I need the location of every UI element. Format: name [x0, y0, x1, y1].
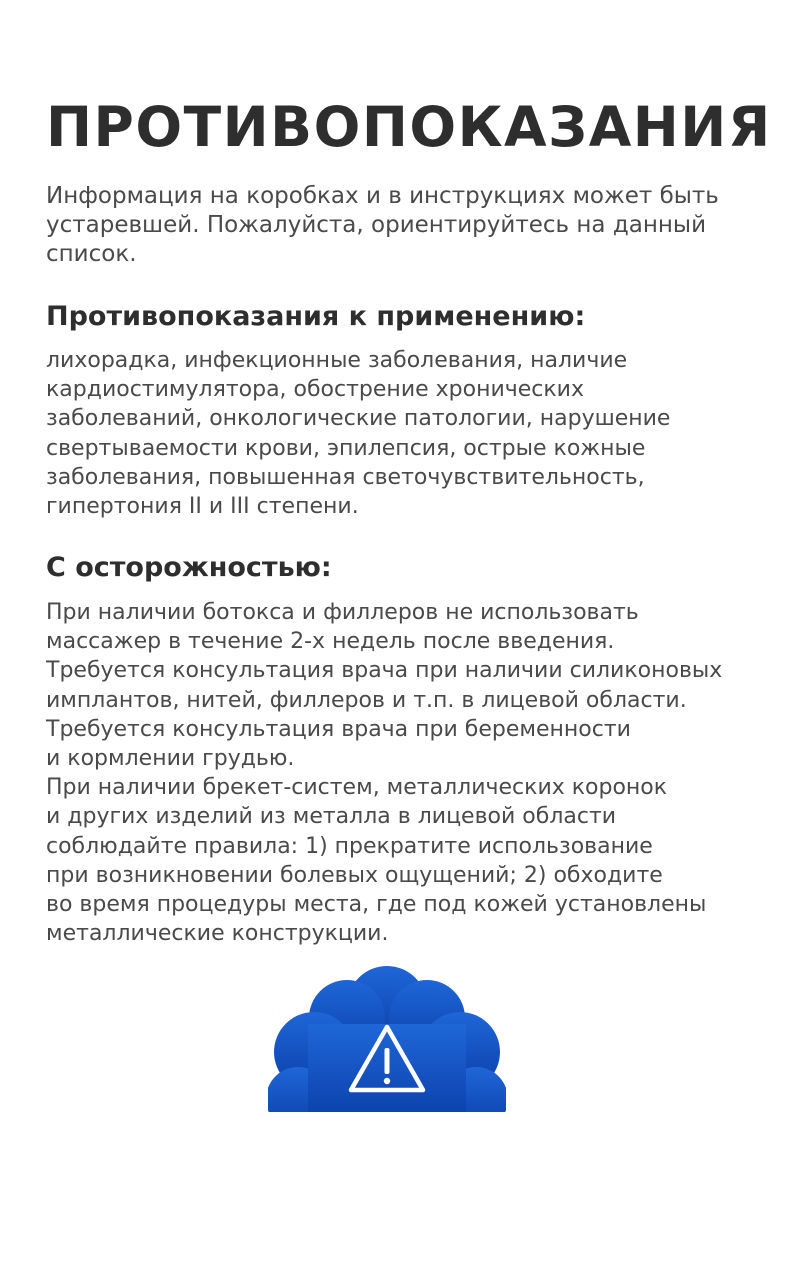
intro-line: Информация на коробках и в инструкциях может быть [46, 183, 719, 209]
contraindications-line: заболевания, повышенная светочувствительность, [46, 464, 645, 490]
contraindications-line: свертываемости крови, эпилепсия, острые кожные [46, 435, 646, 461]
caution-line: соблюдайте правила: 1) прекратите использование [46, 833, 653, 859]
intro-line: устаревшей. Пожалуйста, ориентируйтесь на данный [46, 212, 707, 238]
caution-line: во время процедуры места, где под кожей установлены [46, 892, 707, 918]
caution-line: массажер в течение 2-х недель после введения. [46, 629, 615, 655]
contraindications-line: заболеваний, онкологические патологии, нарушение [46, 406, 671, 432]
caution-line: При наличии брекет-систем, металлических коронок [46, 775, 668, 801]
intro-line: список. [46, 241, 137, 267]
contraindications-heading: Противопоказания к применению: [46, 301, 586, 332]
intro-text [46, 182, 766, 269]
contraindications-line: лихорадка, инфекционные заболевания, наличие [46, 348, 628, 373]
warning-icon [268, 964, 506, 1114]
contraindications-line: кардиостимулятора, обострение хронических [46, 377, 585, 403]
caution-line: имплантов, нитей, филлеров и т.п. в лицевой области. [46, 687, 687, 713]
contraindications-text [46, 346, 766, 521]
caution-heading: С осторожностью: [46, 552, 332, 583]
caution-line: Требуется консультация врача при беременности [46, 716, 631, 742]
caution-line: металлические конструкции. [46, 921, 389, 947]
caution-line: и кормлении грудью. [46, 746, 295, 772]
warning-badge-svg [268, 964, 506, 1114]
caution-text [46, 598, 766, 948]
caution-line: При наличии ботокса и филлеров не использовать [46, 600, 639, 625]
contraindications-line: гипертония II и III степени. [46, 494, 359, 520]
caution-line: Требуется консультация врача при наличии силиконовых [46, 658, 723, 684]
caution-line: при возникновении болевых ощущений; 2) обходите [46, 862, 663, 888]
caution-line: и других изделий из металла в лицевой области [46, 804, 617, 830]
page-title: ПРОТИВОПОКАЗАНИЯ [46, 95, 772, 159]
